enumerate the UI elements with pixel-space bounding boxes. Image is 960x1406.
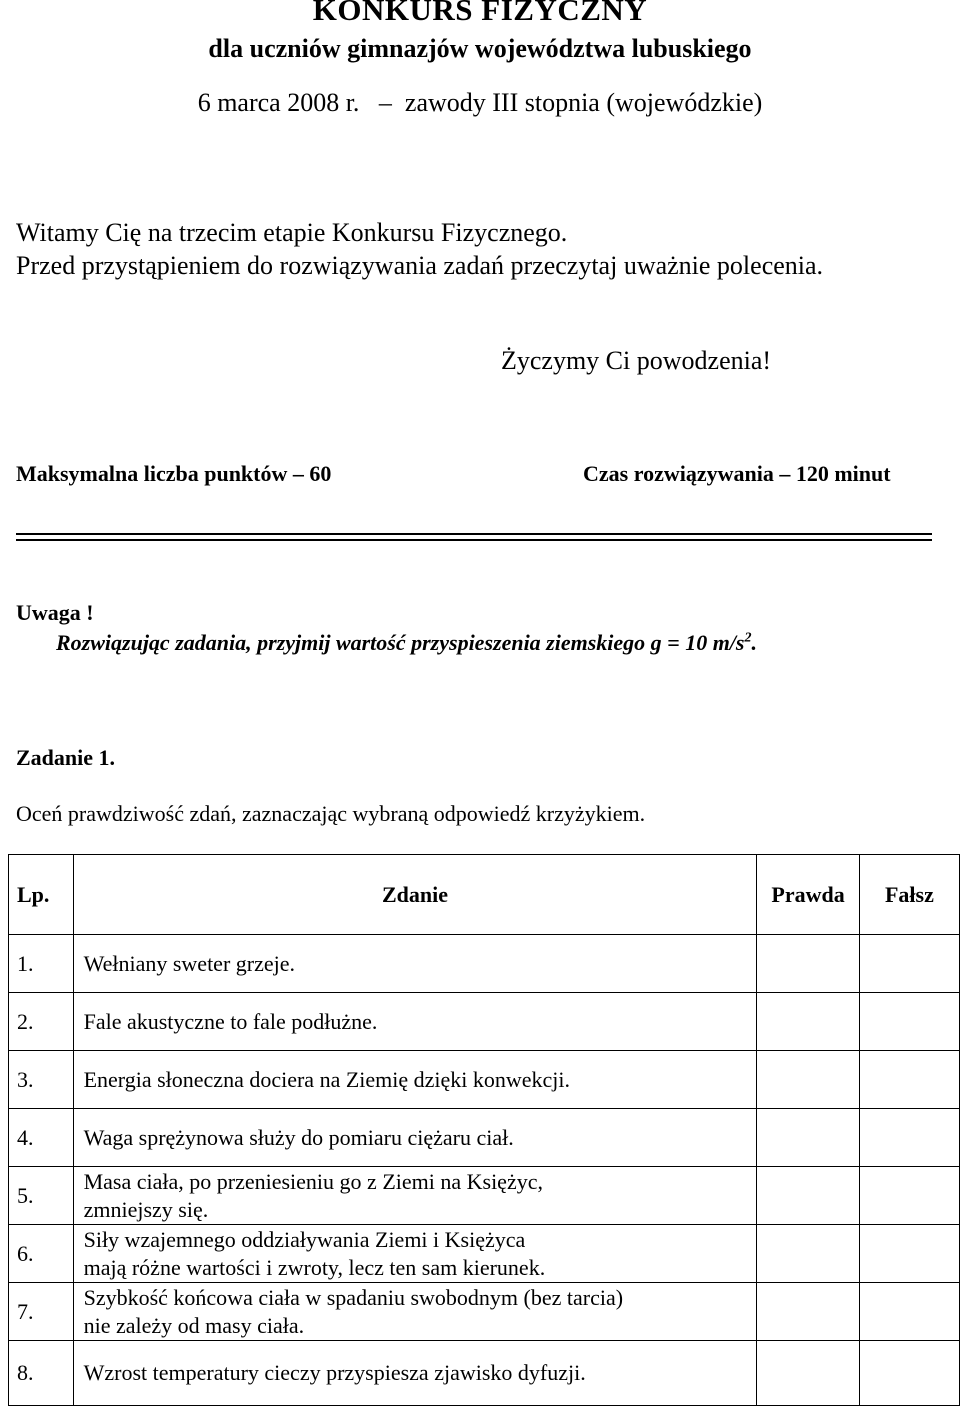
- row-number: 4.: [9, 1109, 74, 1167]
- false-answer-cell[interactable]: [859, 1283, 959, 1341]
- true-answer-cell[interactable]: [757, 1225, 860, 1283]
- true-answer-cell[interactable]: [757, 1341, 860, 1406]
- row-statement: [73, 1283, 757, 1341]
- false-answer-cell[interactable]: [859, 1341, 959, 1406]
- row-statement: [73, 935, 757, 993]
- statement-line: mają różne wartości i zwroty, lecz ten sam kierunek.: [83, 1254, 546, 1280]
- true-answer-cell[interactable]: [757, 1167, 860, 1225]
- table-row: [9, 1051, 960, 1109]
- intro-line-1: Witamy Cię na trzecim etapie Konkursu Fizycznego.: [16, 218, 568, 247]
- statement-line: Szybkość końcowa ciała w spadaniu swobodnym (bez tarcia): [83, 1284, 624, 1310]
- table-row: [9, 993, 960, 1051]
- statement-line: Energia słoneczna dociera na Ziemię dzięki konwekcji.: [83, 1066, 571, 1092]
- table-row: [9, 1341, 960, 1406]
- true-answer-cell[interactable]: [757, 1109, 860, 1167]
- false-answer-cell[interactable]: [859, 1225, 959, 1283]
- intro-line-2: Przed przystąpieniem do rozwiązywania zadań przeczytaj uważnie polecenia.: [16, 251, 824, 280]
- page-subtitle: dla uczniów gimnazjów województwa lubuskiego: [208, 34, 752, 63]
- true-answer-cell[interactable]: [757, 1283, 860, 1341]
- row-number: 8.: [9, 1341, 74, 1406]
- statement-line: nie zależy od masy ciała.: [83, 1312, 305, 1338]
- statement-line: Waga sprężynowa służy do pomiaru ciężaru ciał.: [83, 1124, 514, 1150]
- table-row: [9, 1283, 960, 1341]
- row-number: 6.: [9, 1225, 74, 1283]
- divider-bottom: [16, 539, 932, 541]
- row-number: 5.: [9, 1167, 74, 1225]
- intro-text: [16, 216, 823, 282]
- notice-label: Uwaga !: [16, 600, 94, 625]
- row-statement: [73, 1109, 757, 1167]
- date-line: 6 marca 2008 r. – zawody III stopnia (wojewódzkie): [197, 88, 763, 117]
- false-answer-cell[interactable]: [859, 1109, 959, 1167]
- true-false-table: [8, 854, 960, 1406]
- table-row: [9, 935, 960, 993]
- statement-line: Masa ciała, po przeniesieniu go z Ziemi na Księżyc,: [83, 1168, 543, 1194]
- divider-top: [16, 533, 932, 535]
- notice-end: .: [751, 630, 757, 655]
- notice-body: Rozwiązując zadania, przyjmij wartość przyspieszenia ziemskiego g = 10 m/s: [56, 630, 745, 655]
- task-instruction: Oceń prawdziwość zdań, zaznaczając wybraną odpowiedź krzyżykiem.: [16, 801, 646, 826]
- task-title: Zadanie 1.: [16, 745, 116, 770]
- false-answer-cell[interactable]: [859, 935, 959, 993]
- false-answer-cell[interactable]: [859, 1051, 959, 1109]
- good-luck-text: Życzymy Ci powodzenia!: [501, 346, 772, 375]
- true-answer-cell[interactable]: [757, 935, 860, 993]
- row-statement: [73, 1051, 757, 1109]
- statement-line: Siły wzajemnego oddziaływania Ziemi i Księżyca: [83, 1226, 526, 1252]
- table-row: [9, 1225, 960, 1283]
- statement-line: Fale akustyczne to fale podłużne.: [83, 1008, 378, 1034]
- table-header-row: [9, 855, 960, 935]
- true-answer-cell[interactable]: [757, 1051, 860, 1109]
- true-answer-cell[interactable]: [757, 993, 860, 1051]
- row-number: 3.: [9, 1051, 74, 1109]
- row-number: 2.: [9, 993, 74, 1051]
- time-limit: Czas rozwiązywania – 120 minut: [583, 461, 891, 486]
- statement-line: Wzrost temperatury cieczy przyspiesza zjawisko dyfuzji.: [83, 1360, 586, 1385]
- row-statement: [73, 1167, 757, 1225]
- row-statement: [73, 1225, 757, 1283]
- header-true: Prawda: [757, 855, 860, 935]
- row-statement: [73, 1341, 757, 1406]
- page-title: KONKURS FIZYCZNY: [312, 0, 648, 27]
- header-lp: Lp.: [9, 855, 74, 935]
- header-statement: Zdanie: [73, 855, 757, 935]
- false-answer-cell[interactable]: [859, 993, 959, 1051]
- notice-text: [56, 630, 757, 656]
- false-answer-cell[interactable]: [859, 1167, 959, 1225]
- statement-line: zmniejszy się.: [83, 1196, 209, 1222]
- table-row: [9, 1167, 960, 1225]
- table-row: [9, 1109, 960, 1167]
- notice-superscript: 2: [744, 630, 752, 646]
- header-false: Fałsz: [859, 855, 959, 935]
- row-number: 7.: [9, 1283, 74, 1341]
- max-points: Maksymalna liczba punktów – 60: [16, 461, 332, 486]
- statement-line: Wełniany sweter grzeje.: [83, 950, 295, 976]
- row-statement: [73, 993, 757, 1051]
- row-number: 1.: [9, 935, 74, 993]
